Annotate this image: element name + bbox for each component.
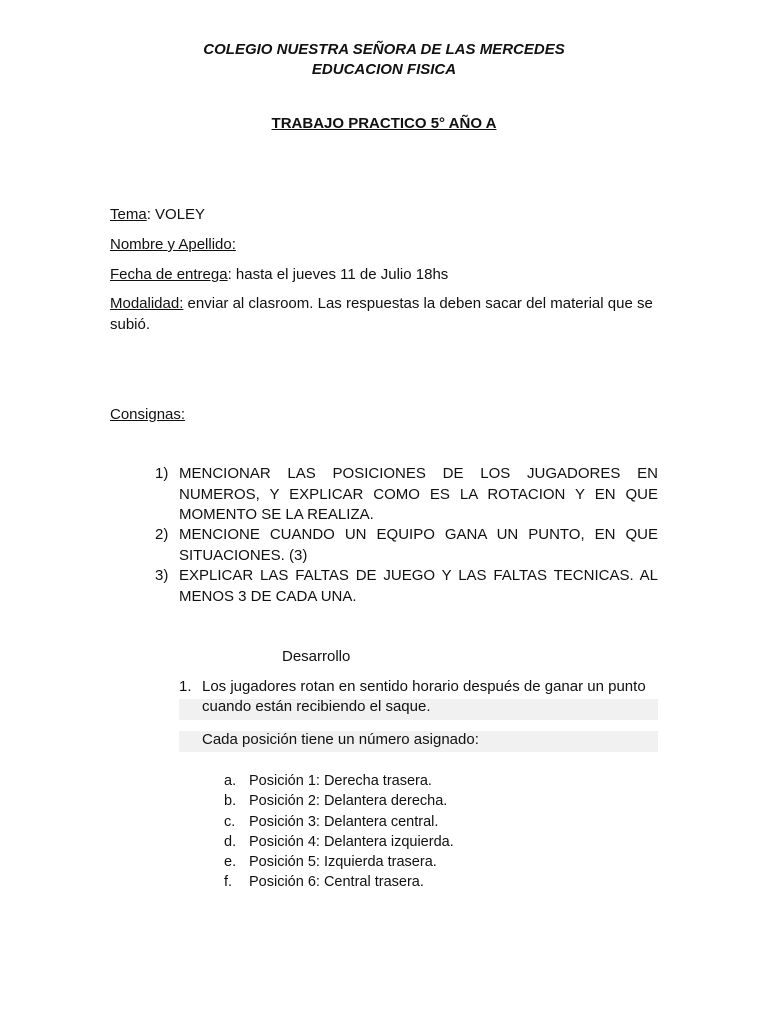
position-text: Posición 5: Izquierda trasera. <box>249 854 437 871</box>
assignment-title-text: TRABAJO PRACTICO 5° AÑO A <box>271 115 497 132</box>
position-letter: d. <box>224 833 237 850</box>
consigna-item <box>155 525 658 566</box>
consigna-number: 2) <box>155 526 169 543</box>
assignment-title <box>0 114 768 134</box>
consigna-number: 1) <box>155 465 169 482</box>
position-letter: f. <box>224 874 233 891</box>
desarrollo-item <box>179 677 658 717</box>
position-text: Posición 2: Delantera derecha. <box>249 793 448 810</box>
consigna-text: MENCIONE CUANDO UN EQUIPO GANA UN PUNTO, EN QUE SITUACIONES. (3) <box>179 526 658 564</box>
position-text: Posición 3: Delantera central. <box>249 813 439 830</box>
modalidad-value: enviar al clasroom. Las respuestas la deben sacar del material que se subió. <box>110 295 653 333</box>
position-text: Posición 6: Central trasera. <box>249 874 424 891</box>
consigna-text: EXPLICAR LAS FALTAS DE JUEGO Y LAS FALTAS TECNICAS. AL MENOS 3 DE CADA UNA. <box>179 567 658 605</box>
desarrollo-text: Los jugadores rotan en sentido horario después de ganar un punto cuando están recibiendo el saque. <box>202 678 646 715</box>
school-name: COLEGIO NUESTRA SEÑORA DE LAS MERCEDES <box>203 41 565 58</box>
desarrollo-heading: Desarrollo <box>282 648 351 665</box>
consigna-number: 3) <box>155 567 169 584</box>
field-modalidad <box>110 293 660 335</box>
field-fecha <box>110 264 660 285</box>
nombre-label: Nombre y Apellido: <box>110 236 236 253</box>
desarrollo-number: 1. <box>179 678 192 695</box>
modalidad-label: Modalidad: <box>110 295 184 312</box>
position-letter: b. <box>224 793 237 810</box>
position-text: Posición 4: Delantera izquierda. <box>249 833 454 850</box>
desarrollo-subtext: Cada posición tiene un número asignado: <box>202 731 479 748</box>
position-letter: a. <box>224 773 237 789</box>
position-letter: c. <box>224 813 236 830</box>
consigna-item <box>155 464 658 526</box>
fecha-value: : hasta el jueves 11 de Julio 18hs <box>227 266 449 283</box>
field-nombre <box>110 234 660 255</box>
subject-name: EDUCACION FISICA <box>311 61 457 78</box>
tema-value: : VOLEY <box>146 206 206 223</box>
fecha-label: Fecha de entrega <box>110 266 228 283</box>
consignas-heading: Consignas: <box>110 406 186 423</box>
tema-label: Tema <box>110 206 147 223</box>
position-letter: e. <box>224 854 237 871</box>
consigna-item <box>155 566 658 607</box>
field-tema <box>110 204 660 225</box>
position-text: Posición 1: Derecha trasera. <box>249 773 432 789</box>
consigna-text: MENCIONAR LAS POSICIONES DE LOS JUGADORES EN NUMEROS, Y EXPLICAR COMO ES LA ROTACION Y EN QUE MOMENTO SE LA REALIZA. <box>179 465 658 523</box>
